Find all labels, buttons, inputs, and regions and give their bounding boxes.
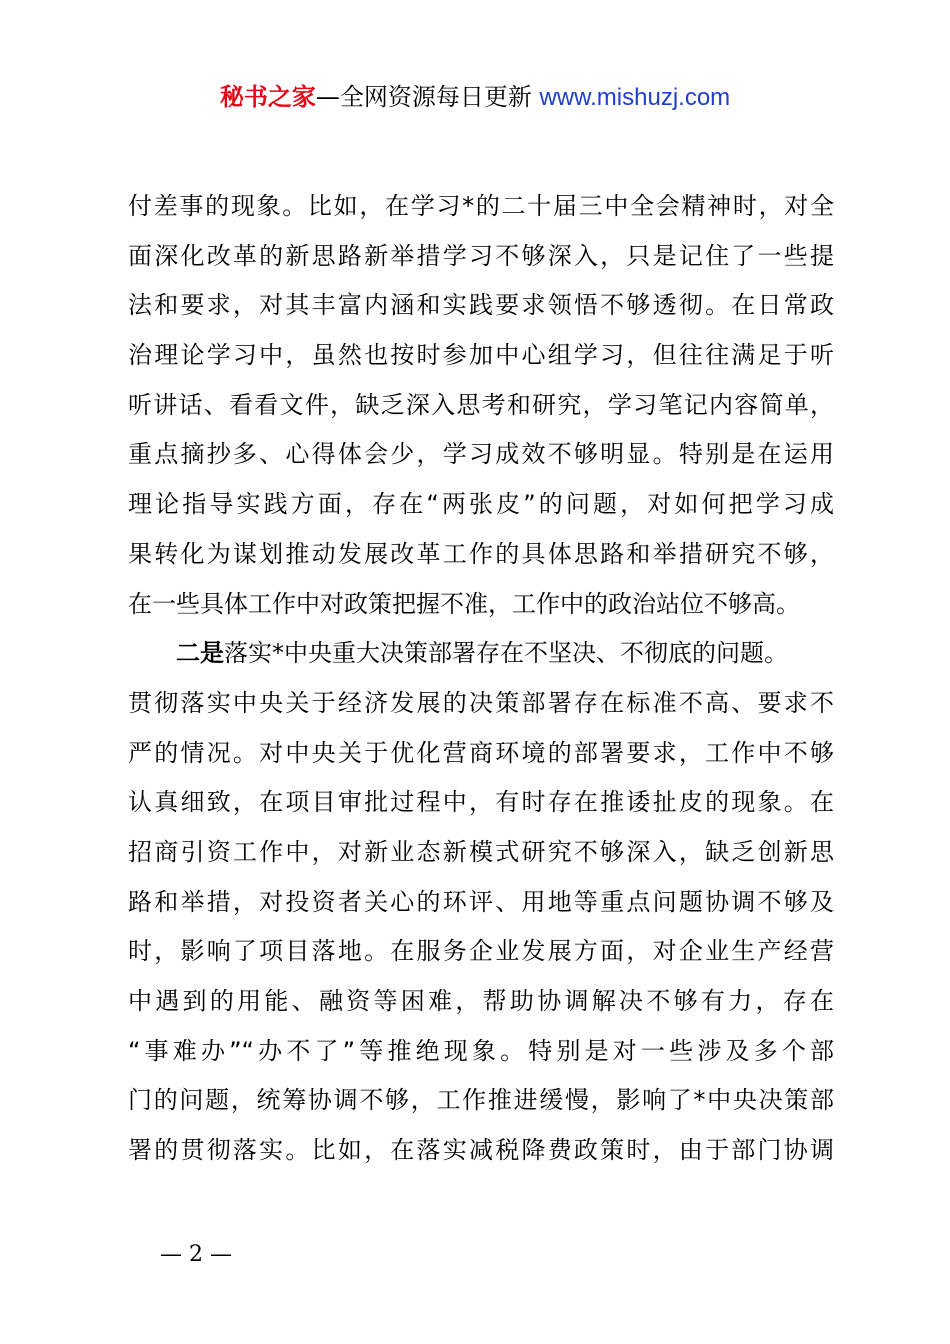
body-line: “事难办”“办不了”等推绝现象。特别是对一些涉及多个部 xyxy=(128,1036,834,1065)
body-line: 在一些具体工作中对政策把握不准，工作中的政治站位不够高。 xyxy=(128,589,800,618)
body-line: 重点摘抄多、心得体会少，学习成效不够明显。特别是在运用 xyxy=(128,440,834,469)
site-url-link[interactable]: www.mishuzj.com xyxy=(539,84,731,111)
body-line: 法和要求，对其丰富内涵和实践要求领悟不够透彻。在日常政 xyxy=(128,291,834,320)
body-line: 中遇到的用能、融资等困难，帮助协调解决不够有力，存在 xyxy=(128,987,834,1015)
site-tagline: —全网资源每日更新 xyxy=(315,83,540,111)
body-line: 严的情况。对中央关于优化营商环境的部署要求，工作中不够 xyxy=(128,738,834,767)
page-number: — 2 — xyxy=(160,1242,232,1267)
body-line: 果转化为谋划推动发展改革工作的具体思路和举措研究不够， xyxy=(128,539,834,568)
site-brand: 秘书之家 xyxy=(219,83,316,111)
body-line: 付差事的现象。比如，在学习*的二十届三中全会精神时，对全 xyxy=(128,192,834,220)
body-line: 门的问题，统筹协调不够，工作推进缓慢，影响了*中央决策部 xyxy=(128,1086,834,1115)
document-body xyxy=(128,182,834,1176)
body-line: 治理论学习中，虽然也按时参加中心组学习，但往往满足于听 xyxy=(128,341,834,370)
body-line: 认真细致，在项目审批过程中，有时存在推诿扯皮的现象。在 xyxy=(128,788,834,817)
paragraph-lead: 二是 xyxy=(176,639,224,668)
site-header xyxy=(0,80,950,115)
body-line: 路和举措，对投资者关心的环评、用地等重点问题协调不够及 xyxy=(128,887,834,916)
paragraph-heading-text: 落实*中央重大决策部署存在不坚决、不彻底的问题。 xyxy=(224,639,788,668)
paragraph-heading-line xyxy=(128,629,834,679)
body-line: 理论指导实践方面，存在“两张皮”的问题，对如何把学习成 xyxy=(128,490,834,519)
body-line: 贯彻落实中央关于经济发展的决策部署存在标准不高、要求不 xyxy=(128,688,834,717)
body-line: 时，影响了项目落地。在服务企业发展方面，对企业生产经营 xyxy=(128,937,834,966)
body-line: 署的贯彻落实。比如，在落实减税降费政策时，由于部门协调 xyxy=(128,1136,834,1165)
body-line: 面深化改革的新思路新举措学习不够深入，只是记住了一些提 xyxy=(128,241,834,270)
body-line: 听讲话、看看文件，缺乏深入思考和研究，学习笔记内容简单， xyxy=(128,390,834,419)
body-line: 招商引资工作中，对新业态新模式研究不够深入，缺乏创新思 xyxy=(128,837,834,866)
